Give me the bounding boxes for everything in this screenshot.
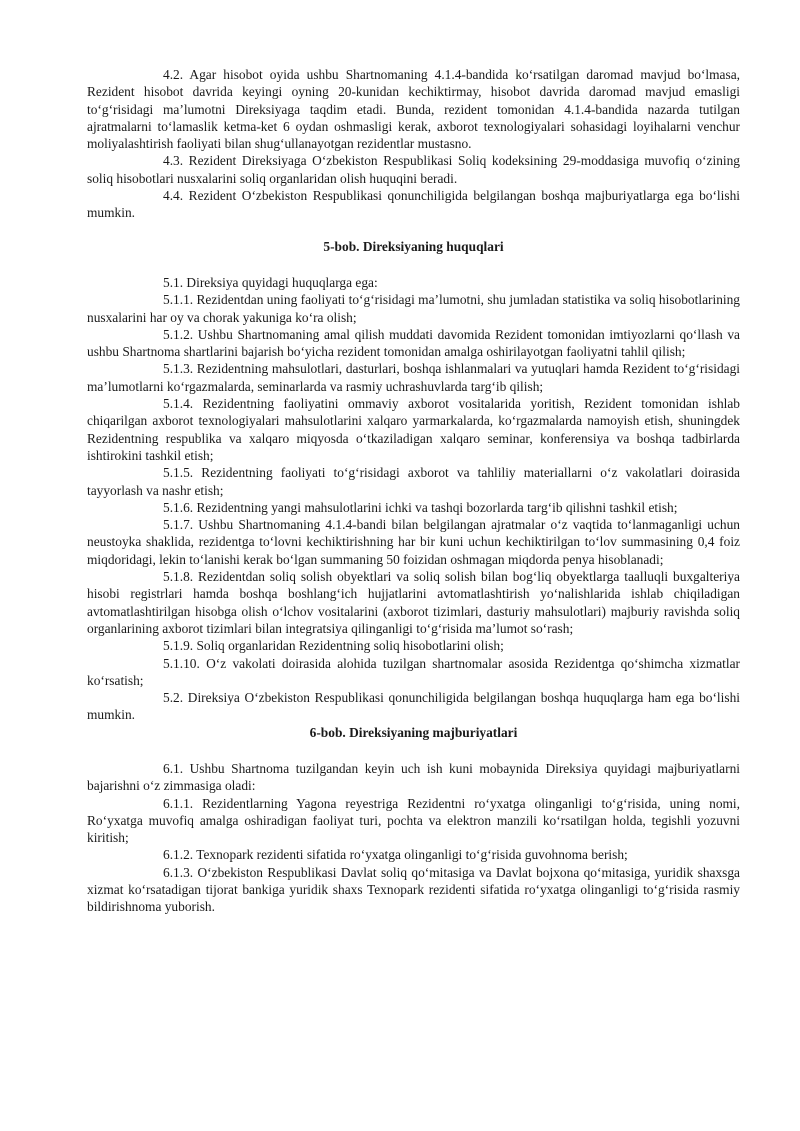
paragraph-6-1: 6.1. Ushbu Shartnoma tuzilgandan keyin uch ish kuni mobaynida Direksiya quyidagi majburiyatlarni bajarishni oʻz zimmasiga oladi: <box>87 760 740 794</box>
paragraph-5-1-8: 5.1.8. Rezidentdan soliq solish obyektlari va soliq solish bilan bogʻliq obyektlarga taalluqli buxgalteriya hisobi registrlari hamda boshqa boshlangʻich hujjatlarini avtomatlashtirish yoʻnalishlarida ishlab chiqiladigan avtomatlashtirilgan hisobga olish oʻlchov vositalarini (axborot tizimlari, dasturiy mahsulotlari) majburiy ravishda soliq organlarining axborot tizimlari bilan integratsiya qilinganligi toʻgʻrisida maʼlumot soʻrash; <box>87 569 740 636</box>
paragraph-6-1-3: 6.1.3. Oʻzbekiston Respublikasi Davlat soliq qoʻmitasiga va Davlat bojxona qoʻmitasiga, yuridik shaxsga xizmat koʻrsatadigan tijorat bankiga yuridik shaxs Texnopark rezidenti sifatida roʻyxatga olinganligi toʻgʻrisida rasmiy bildirishnoma yuborish. <box>87 864 740 915</box>
paragraph-5-1-2: 5.1.2. Ushbu Shartnomaning amal qilish muddati davomida Rezident tomonidan imtiyozlarni qoʻllash va ushbu Shartnoma shartlarini bajarish boʻyicha rezident tomonidan amalga oshirilayotgan faoliyatni tahlil qilish; <box>87 326 740 360</box>
paragraph-5-1-1: 5.1.1. Rezidentdan uning faoliyati toʻgʻrisidagi maʼlumotni, shu jumladan statistika va soliq hisobotlarining nusxalarini har oy va chorak yakuniga koʻra olish; <box>87 292 740 325</box>
paragraph-5-1-10: 5.1.10. Oʻz vakolati doirasida alohida tuzilgan shartnomalar asosida Rezidentga qoʻshimcha xizmatlar koʻrsatish; <box>87 655 740 688</box>
paragraph-6-1-2: 6.1.2. Texnopark rezidenti sifatida roʻyxatga olinganligi toʻgʻrisida guvohnoma berish; <box>163 847 628 863</box>
paragraph-4-4: 4.4. Rezident Oʻzbekiston Respublikasi qonunchiligida belgilangan boshqa majburiyatlarga ega boʻlishi mumkin. <box>87 188 740 221</box>
paragraph-5-1-4: 5.1.4. Rezidentning faoliyatini ommaviy axborot vositalarida yoritish, Rezident tomonidan ishlab chiqarilgan axborot texnologiyalari mahsulotlarini xalqaro yarmarkalarda, koʻrgazmalarda namoyish etish, shuningdek Rezidentning respublika va xalqaro miqyosda oʻtkaziladigan xalqaro seminar, konferensiya va boshqa tadbirlarda ishtirokini tashkil etish; <box>87 396 740 463</box>
chapter-6-heading: 6-bob. Direksiyaning majburiyatlari <box>309 724 518 740</box>
paragraph-5-1: 5.1. Direksiya quyidagi huquqlarga ega: <box>163 274 378 290</box>
paragraph-5-2: 5.2. Direksiya Oʻzbekiston Respublikasi qonunchiligida belgilangan boshqa huquqlarga ham ega boʻlishi mumkin. <box>87 690 740 723</box>
paragraph-5-1-7: 5.1.7. Ushbu Shartnomaning 4.1.4-bandi bilan belgilangan ajratmalar oʻz vaqtida toʻlanmaganligi uchun neustoyka shaklida, rezidentga toʻlovni kechiktirishning har bir kuni uchun kechiktirilgan toʻlov summasining 0,4 foiz miqdoridagi, lekin toʻlanishi kerak boʻlgan summaning 50 foizidan oshmagan miqdorda penya hisoblanadi; <box>87 517 740 567</box>
paragraph-5-1-9: 5.1.9. Soliq organlaridan Rezidentning soliq hisobotlarini olish; <box>163 638 504 654</box>
paragraph-4-2: 4.2. Agar hisobot oyida ushbu Shartnomaning 4.1.4-bandida koʻrsatilgan daromad mavjud boʻlmasa, Rezident hisobot davrida keyingi oyning 20-kunidan kechiktirmay, hisobot davrida daromad mavjud emasligi toʻgʻrisidagi maʼlumotni Direksiyaga taqdim etadi. Bunda, rezident tomonidan 4.1.4-bandida nazarda tutilgan ajratmalarni toʻlamaslik ketma-ket 6 oydan oshmasligi kerak, axborot texnologiyalari sohasidagi loyihalarni venchur moliyalashtirish faoliyati bilan shugʻullanayotgan rezidentlar mustasno. <box>87 67 740 152</box>
paragraph-4-3: 4.3. Rezident Direksiyaga Oʻzbekiston Respublikasi Soliq kodeksining 29-moddasiga muvofiq oʻzining soliq hisobotlari nusxalarini soliq organlaridan olish huquqini beradi. <box>87 153 740 186</box>
paragraph-6-1-1: 6.1.1. Rezidentlarning Yagona reyestriga Rezidentni roʻyxatga olinganligi toʻgʻrisida, uning nomi, Roʻyxatga muvofiq amalga oshiradigan faoliyat turi, pochta va elektron manzili koʻrsatilgan holda, tegishli yozuvni kiritish; <box>87 795 740 846</box>
chapter-5-heading: 5-bob. Direksiyaning huquqlari <box>323 238 504 254</box>
paragraph-5-1-3: 5.1.3. Rezidentning mahsulotlari, dasturlari, boshqa ishlanmalari va yutuqlari hamda Rezident toʻgʻrisidagi maʼlumotlarni koʻrgazmalarda, seminarlarda va rasmiy uchrashuvlarda targʻib qilish; <box>87 361 740 394</box>
paragraph-5-1-6: 5.1.6. Rezidentning yangi mahsulotlarini ichki va tashqi bozorlarda targʻib qilishni tashkil etish; <box>163 499 678 515</box>
paragraph-5-1-5: 5.1.5. Rezidentning faoliyati toʻgʻrisidagi axborot va tahliliy materiallarni oʻz vakolatlari doirasida tayyorlash va nashr etish; <box>87 465 740 498</box>
